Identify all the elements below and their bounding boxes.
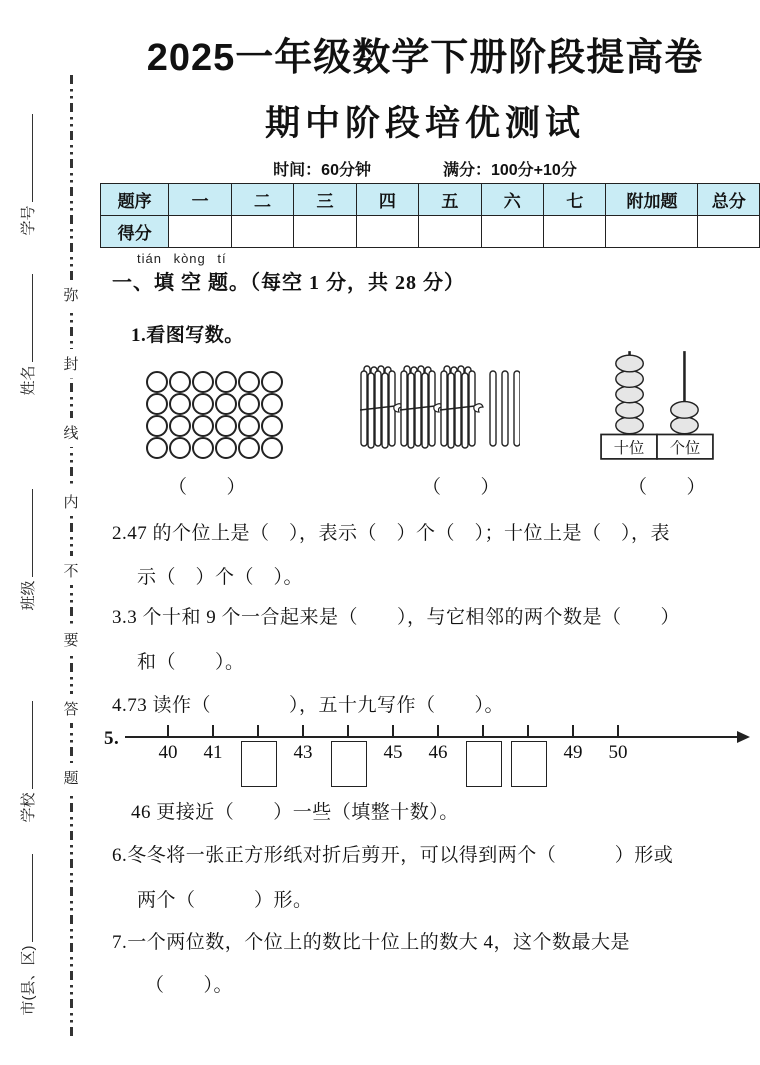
number-line-answer-box <box>331 741 367 787</box>
number-line-tick-label: 50 <box>608 742 628 763</box>
seal-char: 线 <box>61 418 81 447</box>
q1-answer-blank-2: （ ） <box>422 477 501 498</box>
section-pinyin: tián kòng tí <box>137 251 227 266</box>
q1-answer-blank-3: （ ） <box>628 477 707 498</box>
score-table <box>100 183 760 248</box>
score-table-head <box>101 184 760 216</box>
score-table-empty-cell <box>294 216 356 248</box>
question-5-number: 5. <box>104 728 120 749</box>
score-table-header-cell: 总分 <box>698 184 760 216</box>
seal-char: 弥 <box>61 280 81 309</box>
number-line-answer-box <box>466 741 502 787</box>
number-line-answer-box <box>241 741 277 787</box>
number-line-tick <box>527 725 529 737</box>
circle <box>261 393 283 415</box>
circle <box>192 437 214 459</box>
circle <box>169 393 191 415</box>
score-table-empty-cell <box>606 216 698 248</box>
sidebar-field-0: 学号 <box>18 100 38 250</box>
number-line-tick-label: 45 <box>383 742 403 763</box>
sidebar-field-3: 学校 <box>18 687 38 837</box>
seal-char: 内 <box>61 487 81 516</box>
score-table-header-cell: 一 <box>169 184 231 216</box>
score-table-empty-cell <box>481 216 543 248</box>
seal-char: 题 <box>61 763 81 792</box>
circle <box>169 437 191 459</box>
sidebar-field-4: 市(县、区) <box>18 845 38 1025</box>
circle <box>261 415 283 437</box>
score-table-empty-cell <box>169 216 231 248</box>
score-table-header-cell: 七 <box>543 184 605 216</box>
question-1-text: 1.看图写数。 <box>131 325 244 346</box>
sticks-group <box>360 366 520 448</box>
score-table-empty-cell <box>698 216 760 248</box>
question-7-line1: 7.一个两位数，个位上的数比十位上的数大 4，这个数最大是 <box>112 932 631 953</box>
circle <box>192 393 214 415</box>
circle <box>192 415 214 437</box>
question-4-text: 4.73 读作（ ），五十九写作（ ）。 <box>112 695 505 716</box>
exam-time: 时间：60分钟 <box>273 162 371 179</box>
question-2-line1: 2.47 的个位上是（ ），表示（ ）个（ ）；十位上是（ ），表 <box>112 523 671 544</box>
seal-char: 封 <box>61 349 81 378</box>
number-line-axis <box>125 736 739 738</box>
circle <box>169 371 191 393</box>
score-table-header-cell: 二 <box>231 184 293 216</box>
circle <box>261 371 283 393</box>
question-6-line2: 两个（ ）形。 <box>137 890 313 911</box>
seal-char: 要 <box>61 625 81 654</box>
score-table-header-cell: 附加题 <box>606 184 698 216</box>
seal-char: 答 <box>61 694 81 723</box>
question-6-line1: 6.冬冬将一张正方形纸对折后剪开，可以得到两个（ ）形或 <box>112 845 674 866</box>
circle <box>238 415 260 437</box>
number-line-tick-label: 40 <box>158 742 178 763</box>
abacus-ones-label: 个位 <box>669 439 701 457</box>
number-line-tick <box>257 725 259 737</box>
number-line-tick-label: 43 <box>293 742 313 763</box>
score-table-body <box>101 216 760 248</box>
number-line-tick <box>572 725 574 737</box>
score-table-empty-cell <box>231 216 293 248</box>
abacus-figure <box>597 351 717 461</box>
circle <box>238 393 260 415</box>
abacus-tens-beads <box>616 355 643 434</box>
sidebar-field-1: 姓名 <box>18 260 38 410</box>
seal-dashed-line <box>63 75 79 1040</box>
number-line-tick <box>167 725 169 737</box>
counting-sticks-figure <box>360 365 520 457</box>
question-5-note: 46 更接近（ ）一些（填整十数）。 <box>131 802 459 823</box>
section-title: 一、填 空 题。（每空 1 分，共 28 分） <box>112 272 465 294</box>
number-line-figure <box>125 722 757 802</box>
number-line-tick <box>302 725 304 737</box>
number-line-tick <box>617 725 619 737</box>
score-table-header-cell: 五 <box>419 184 481 216</box>
number-line-tick <box>392 725 394 737</box>
page-title-line2: 期中阶段培优测试 <box>264 104 585 143</box>
number-line-tick <box>437 725 439 737</box>
abacus-ones-beads <box>671 402 698 434</box>
question-3-line1: 3.3 个十和 9 个一合起来是（ ），与它相邻的两个数是（ ） <box>112 607 681 628</box>
number-line-tick <box>482 725 484 737</box>
circle <box>146 415 168 437</box>
sidebar-field-2: 班级 <box>18 475 38 625</box>
circle <box>192 371 214 393</box>
number-line-tick-label: 49 <box>563 742 583 763</box>
circle <box>238 437 260 459</box>
question-7-line2: （ ）。 <box>145 975 234 996</box>
page-title-line1: 2025一年级数学下册阶段提高卷 <box>146 37 704 79</box>
circle <box>215 437 237 459</box>
score-table-header-cell: 四 <box>356 184 418 216</box>
field-underline <box>18 275 33 363</box>
question-3-line2: 和（ ）。 <box>137 652 245 673</box>
number-line-tick-label: 41 <box>203 742 223 763</box>
question-2-line2: 示（ ）个（ ）。 <box>137 567 304 588</box>
number-line-tick-label: 46 <box>428 742 448 763</box>
exam-full-score: 满分：100分+10分 <box>442 162 577 179</box>
circle <box>215 371 237 393</box>
abacus-tens-label: 十位 <box>613 439 645 457</box>
number-line-answer-box <box>511 741 547 787</box>
field-underline <box>18 855 33 943</box>
score-table-empty-cell <box>356 216 418 248</box>
circle <box>146 437 168 459</box>
number-line-tick <box>212 725 214 737</box>
field-underline <box>18 702 33 790</box>
score-table-header-cell: 三 <box>294 184 356 216</box>
counting-circles-figure <box>146 371 282 458</box>
score-table-empty-cell <box>543 216 605 248</box>
circle <box>261 437 283 459</box>
exam-meta <box>95 157 755 180</box>
field-underline <box>18 490 33 578</box>
score-table-header-cell: 题序 <box>101 184 169 216</box>
number-line-tick <box>347 725 349 737</box>
score-table-empty-cell <box>419 216 481 248</box>
circle <box>215 393 237 415</box>
circle <box>169 415 191 437</box>
circle <box>146 371 168 393</box>
field-underline <box>18 115 33 203</box>
circle <box>146 393 168 415</box>
circle <box>215 415 237 437</box>
seal-char: 不 <box>61 556 81 585</box>
q1-answer-blank-1: （ ） <box>168 477 247 498</box>
score-table-row-label: 得分 <box>101 216 169 248</box>
number-line-arrow <box>737 731 750 743</box>
score-table-header-cell: 六 <box>481 184 543 216</box>
circle <box>238 371 260 393</box>
